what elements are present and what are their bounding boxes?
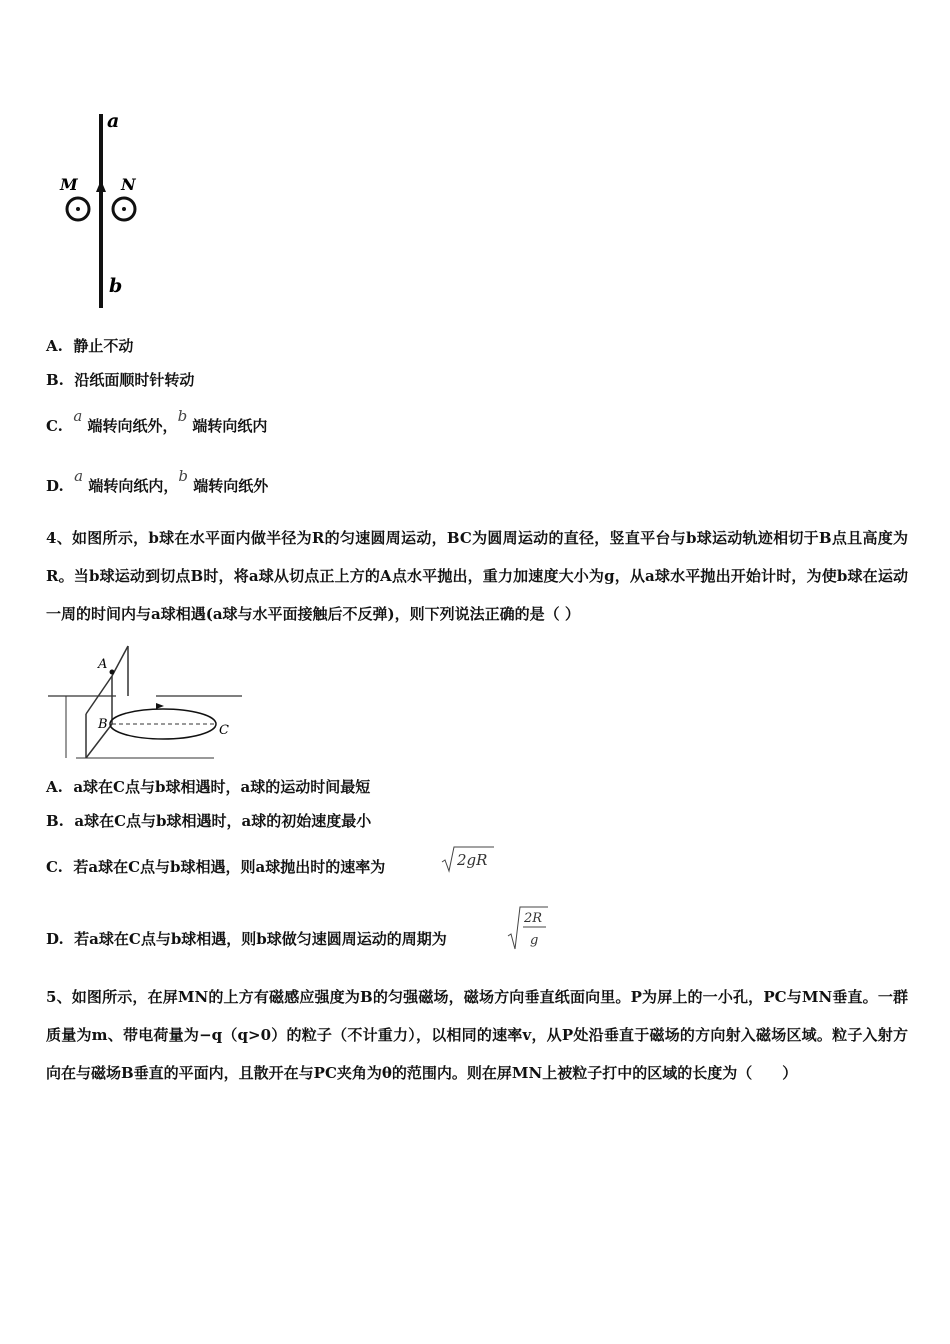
formula-2gR: 2gR [457,851,488,869]
q4-option-a: A. a球在C点与b球相遇时，a球的运动时间最短 [46,778,371,796]
platform-orbit-figure [46,640,246,762]
q5-stem: 5、如图所示，在屏MN的上方有磁感应强度为B的匀强磁场，磁场方向垂直纸面向里。P为屏上的一小孔，PC与MN垂直。一群质量为m、带电荷量为−q（q>0）的粒子（不计重力），以相同的速率v，从P处沿垂直于磁场的方向射入磁场区域。粒子入射方向在与磁场B垂直的平面内，且散开在与PC夹角为θ的范围内。则在屏MN上被粒子打中的区域的长度为（ ） [46,988,909,1082]
q4-option-b: B. a球在C点与b球相遇时，a球的初始速度最小 [46,812,372,830]
q4-option-d: D. 若a球在C点与b球相遇，则b球做匀速圆周运动的周期为 [46,930,447,948]
label-b: b [109,275,123,297]
formula-numerator: 2R [524,911,543,926]
q4-stem: 4、如图所示，b球在水平面内做半径为R的匀速圆周运动，BC为圆周运动的直径，竖直平台与b球运动轨迹相切于B点且高度为R。当b球运动到切点B时，将a球从切点正上方的A点水平抛出，重力加速度大小为g，从a球水平抛出开始计时，为使b球在运动一周的时间内与a球相遇(a球与水平面接触后不反弹)，则下列说法正确的是（ ） [46,529,908,623]
orbit-direction-arrow [156,703,164,709]
magnet-M-dot [76,207,80,211]
q3-option-d: D. a 端转向纸内，b 端转向纸外 [46,467,269,495]
label-a: a [107,110,120,132]
current-arrow [96,180,106,192]
formula-denominator: g [530,933,539,948]
q3-option-b: B. 沿纸面顺时针转动 [46,371,195,389]
label-B: B [98,717,108,732]
sqrt-2gR-formula [440,844,496,874]
label-A: A [98,657,108,672]
label-N: N [121,175,136,194]
wire-magnets-figure [55,108,165,313]
q3-option-c: C. a 端转向纸外，b 端转向纸内 [46,407,268,435]
label-M: M [60,175,78,194]
magnet-N-dot [122,207,126,211]
point-A [110,670,115,675]
q3-option-a: A. 静止不动 [46,337,134,355]
q4-option-c: C. 若a球在C点与b球相遇，则a球抛出时的速率为 [46,858,386,876]
label-C: C [219,723,229,738]
sqrt-2R-over-g-formula [506,904,550,952]
